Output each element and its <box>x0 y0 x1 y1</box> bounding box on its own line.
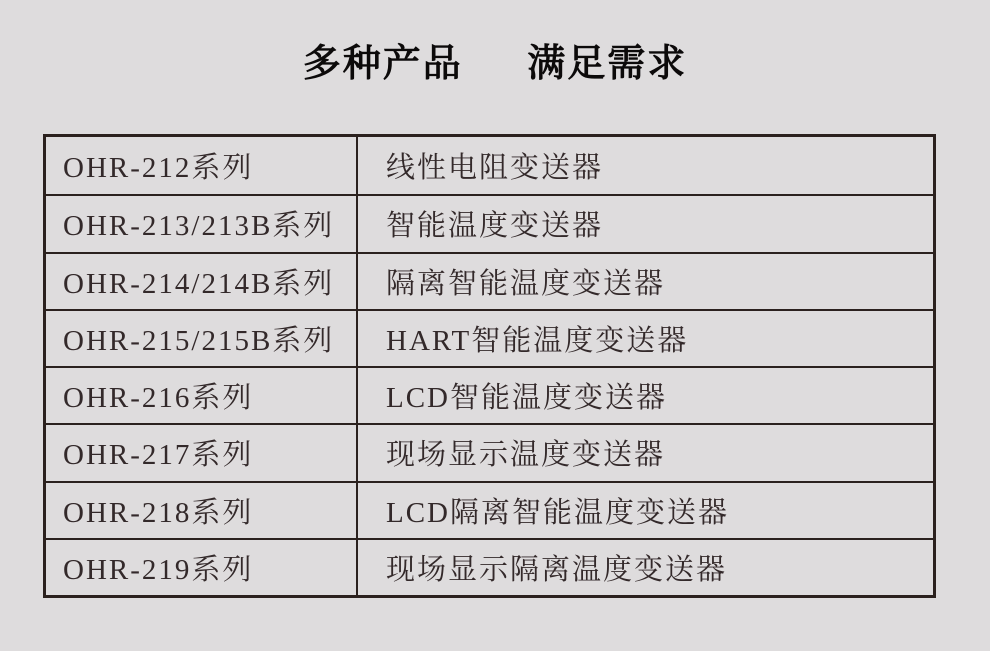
description-cell: 智能温度变送器 <box>386 210 604 243</box>
table-row <box>46 252 933 309</box>
table-row <box>46 481 933 538</box>
series-cell: OHR-215/215B系列 <box>46 311 358 366</box>
page-title <box>0 32 990 87</box>
description-cell: 现场显示隔离温度变送器 <box>386 553 728 586</box>
series-cell: OHR-217系列 <box>46 425 358 480</box>
page-title-part-2: 满足需求 <box>527 43 688 85</box>
description-cell: 线性电阻变送器 <box>386 152 604 185</box>
description-cell: 现场显示温度变送器 <box>386 439 666 472</box>
table-row <box>46 538 933 595</box>
table-row <box>46 194 933 251</box>
table-row <box>46 309 933 366</box>
series-cell: OHR-218系列 <box>46 483 358 538</box>
series-cell: OHR-212系列 <box>46 137 358 194</box>
product-series-table <box>43 134 936 598</box>
page-title-part-1: 多种产品 <box>302 43 463 85</box>
table-row <box>46 137 933 194</box>
description-cell: 隔离智能温度变送器 <box>386 267 666 300</box>
table-row <box>46 366 933 423</box>
table-row <box>46 423 933 480</box>
series-cell: OHR-216系列 <box>46 368 358 423</box>
description-cell: LCD隔离智能温度变送器 <box>386 496 730 529</box>
series-cell: OHR-219系列 <box>46 540 358 595</box>
description-cell: LCD智能温度变送器 <box>386 382 668 415</box>
series-cell: OHR-213/213B系列 <box>46 196 358 251</box>
description-cell: HART智能温度变送器 <box>386 324 689 357</box>
series-cell: OHR-214/214B系列 <box>46 254 358 309</box>
